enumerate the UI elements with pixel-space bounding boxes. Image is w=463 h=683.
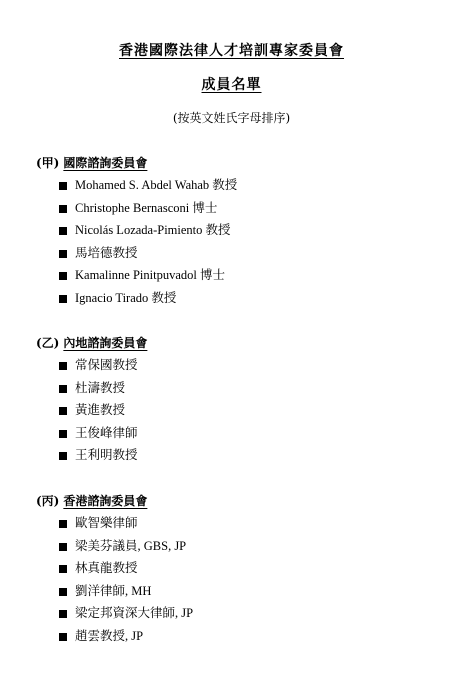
list-item [36, 538, 456, 561]
member-name: Christophe Bernasconi 博士 [75, 200, 218, 215]
list-item [36, 380, 456, 403]
section-mainland-advisory [36, 335, 456, 470]
section-label: (甲) [36, 156, 60, 170]
list-item [36, 560, 456, 583]
member-list [36, 515, 456, 651]
section-label: (丙) [36, 494, 60, 508]
section-heading: 香港諮詢委員會 [63, 494, 148, 508]
list-item [36, 177, 456, 200]
square-bullet-icon [59, 588, 67, 596]
section-heading: 內地諮詢委員會 [63, 336, 148, 350]
list-item [36, 200, 456, 223]
member-name: 劉洋律師, MH [75, 583, 152, 598]
document-subtitle [0, 74, 463, 94]
member-name: 常保國教授 [75, 358, 138, 372]
list-item [36, 267, 456, 290]
section-international-advisory [36, 155, 456, 313]
member-name: 梁定邦資深大律師, JP [75, 606, 194, 621]
square-bullet-icon [59, 250, 67, 258]
section-header [36, 155, 456, 177]
member-name: Ignacio Tirado 教授 [75, 290, 177, 305]
square-bullet-icon [59, 565, 67, 573]
square-bullet-icon [59, 520, 67, 528]
square-bullet-icon [59, 205, 67, 213]
list-item [36, 290, 456, 313]
member-name: 王利明教授 [75, 448, 138, 463]
square-bullet-icon [59, 430, 67, 438]
list-item [36, 628, 456, 651]
section-header [36, 493, 456, 515]
square-bullet-icon [59, 452, 67, 460]
square-bullet-icon [59, 362, 67, 370]
section-header [36, 335, 456, 357]
member-name: 黃進教授 [75, 403, 126, 418]
square-bullet-icon [59, 272, 67, 280]
member-list [36, 177, 456, 313]
list-item [36, 583, 456, 606]
list-item [36, 425, 456, 448]
square-bullet-icon [59, 295, 67, 303]
square-bullet-icon [59, 182, 67, 190]
square-bullet-icon [59, 385, 67, 393]
list-item [36, 605, 456, 628]
list-item [36, 245, 456, 268]
square-bullet-icon [59, 543, 67, 551]
member-name: 王俊峰律師 [75, 425, 138, 440]
section-hongkong-advisory [36, 493, 456, 651]
member-name: 歐智樂律師 [75, 516, 138, 530]
list-item [36, 447, 456, 470]
document-title-text: 香港國際法律人才培訓專家委員會 [119, 43, 344, 59]
list-item [36, 357, 456, 380]
square-bullet-icon [59, 227, 67, 235]
member-name: 林真龍教授 [75, 561, 138, 576]
member-list [36, 357, 456, 470]
list-item [36, 402, 456, 425]
member-name: Mohamed S. Abdel Wahab 教授 [75, 178, 238, 192]
member-name: 杜濤教授 [75, 380, 126, 395]
member-name: 梁美芬議員, GBS, JP [75, 538, 187, 553]
square-bullet-icon [59, 407, 67, 415]
sort-note: (按英文姓氏字母排序) [172, 111, 291, 125]
member-name: 馬培德教授 [75, 245, 138, 260]
square-bullet-icon [59, 610, 67, 618]
member-name: 趙雲教授, JP [75, 628, 144, 643]
list-item [36, 222, 456, 245]
section-label: (乙) [36, 336, 60, 350]
document-subtitle-text: 成員名單 [201, 77, 262, 93]
member-name: Nicolás Lozada-Pimiento 教授 [75, 223, 231, 238]
list-item [36, 515, 456, 538]
section-heading: 國際諮詢委員會 [63, 156, 148, 170]
square-bullet-icon [59, 633, 67, 641]
document-title [0, 40, 463, 60]
member-name: Kamalinne Pinitpuvadol 博士 [75, 268, 225, 283]
